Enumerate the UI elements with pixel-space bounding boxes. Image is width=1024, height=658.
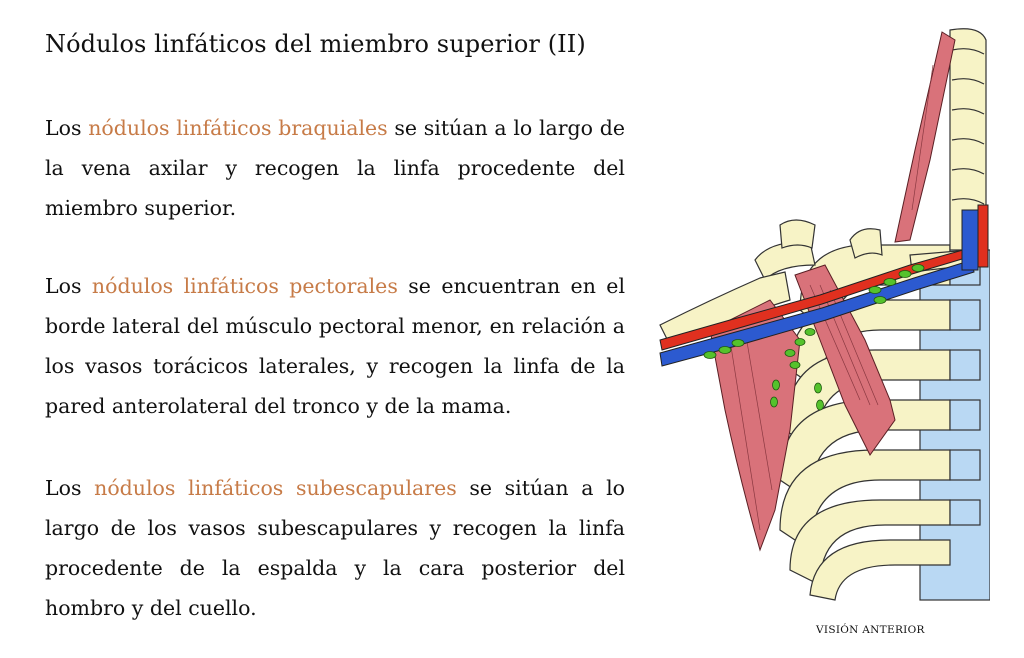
paragraph-body: se sitúan a lo largo de los vasos subescapulares y recogen la linfa procedente de la espalda y la cara posterior del hombro y del cuello. xyxy=(45,476,625,620)
paragraph-body: se encuentran en el borde lateral del músculo pectoral menor, en relación a los vasos torácicos laterales, y recogen la linfa de la pared anterolateral del tronco y de la mama. xyxy=(45,274,625,418)
paragraph-prefix: Los xyxy=(45,476,95,500)
paragraph-pectoral-nodes xyxy=(45,266,625,426)
scalene-muscle xyxy=(895,32,955,242)
page-title: Nódulos linfáticos del miembro superior (II) xyxy=(45,30,586,58)
paragraph-prefix: Los xyxy=(45,274,92,298)
highlight-term: nódulos linfáticos subescapulares xyxy=(94,476,457,500)
anatomical-illustration xyxy=(650,10,990,630)
paragraph-brachial-nodes xyxy=(45,108,625,228)
paragraph-subscapular-nodes xyxy=(45,468,625,628)
highlight-term: nódulos linfáticos braquiales xyxy=(88,116,388,140)
paragraph-body: se sitúan a lo largo de la vena axilar y recogen la linfa procedente del miembro superior. xyxy=(45,116,625,220)
figure-caption: VISIÓN ANTERIOR xyxy=(816,624,925,636)
highlight-term: nódulos linfáticos pectorales xyxy=(91,274,398,298)
paragraph-prefix: Los xyxy=(45,116,89,140)
